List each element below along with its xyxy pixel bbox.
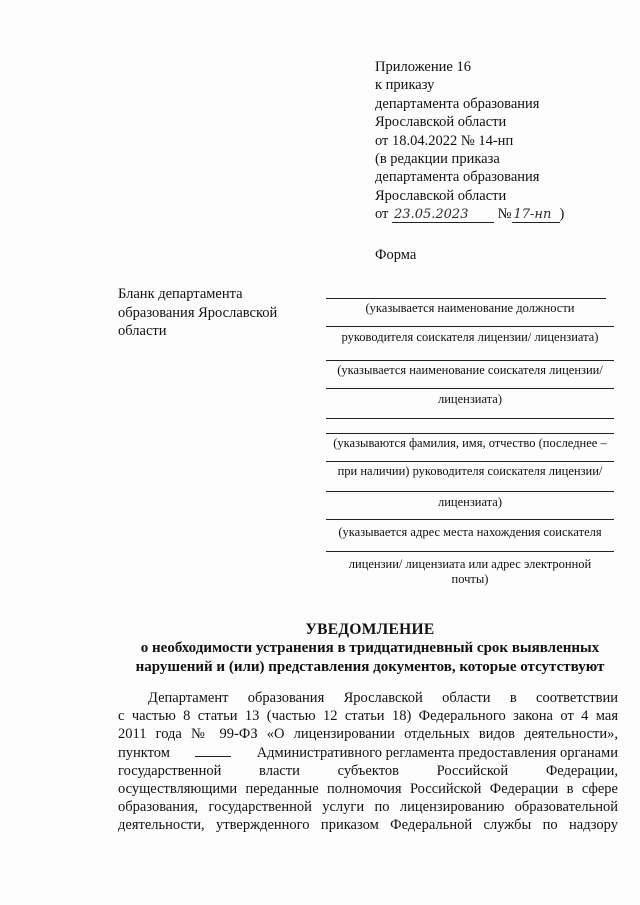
body-line [118,762,618,780]
appendix-line: Ярославской области [375,114,507,131]
body-line [118,744,618,762]
body-paragraph [118,689,618,835]
letterhead-line: области [118,323,167,340]
appendix-line: департамента образования [375,95,540,112]
recipient-fill-line [326,326,614,327]
handwritten-number: 17-нп [513,207,552,223]
recipient-note: лицензиата) [437,495,503,509]
title-heading: УВЕДОМЛЕНИЕ [305,621,435,638]
appendix-header [375,58,620,224]
body-line: деятельности, утвержденного приказом Федеральной службы по надзору [118,817,618,834]
form-label: Форма [375,247,417,263]
body-line: осуществляющими переданные полномочия Российской Федерации в сфере [118,781,618,798]
amendment-prefix: от [375,206,389,223]
body-line: с частью 8 статьи 13 (частью 12 статьи 18) Федерального закона от 4 мая [118,708,618,725]
body-word: пунктом [118,744,170,761]
amendment-date-field [392,207,494,223]
recipient-fill-line [326,388,614,389]
appendix-line: к приказу [375,77,435,94]
recipient-note: (указывается наименование должности [365,301,575,315]
body-word: государственной [118,762,222,779]
handwritten-date: 23.05.2023 [394,207,469,223]
body-word: субъектов [337,762,399,779]
body-word: Федерации, [545,762,618,779]
body-line: Департамент образования Ярославской области в соответствии [148,690,618,706]
body-word: Административного регламента предоставления органами [256,744,618,761]
title-subline: нарушений и (или) представления документов, которые отсутствуют [135,659,605,675]
recipient-note: (указывается адрес места нахождения соискателя [338,525,602,539]
recipient-fill-line [326,551,614,552]
amendment-number-field [512,207,560,223]
recipient-fill-line [326,418,614,419]
letterhead-line: образования Ярославской [118,304,278,321]
recipient-fill-line [326,360,614,361]
body-word: власти [259,762,300,779]
document-title [100,620,640,677]
recipient-note: при наличии) руководителя соискателя лицензии/ [337,464,603,478]
appendix-line: Ярославской области [375,187,507,204]
letterhead-line: Бланк департамента [118,286,243,302]
appendix-order-ref: от 18.04.2022 № 14-нп [375,132,514,149]
recipient-note: почты) [451,572,489,586]
recipient-fill-line [326,519,614,520]
amendment-close-paren: ) [559,206,565,223]
recipient-fill-line [326,491,614,492]
amendment-order-line [375,205,620,223]
body-word: Российской [436,762,509,779]
appendix-title: Приложение 16 [375,59,471,75]
recipient-fill-line [326,461,614,462]
recipient-note: лицензии/ лицензиата или адрес электронной [348,557,592,571]
appendix-line: (в редакции приказа [375,151,500,168]
title-subline: о необходимости устранения в тридцатидневный срок выявленных [140,640,600,656]
appendix-line: департамента образования [375,169,540,186]
recipient-fill-line [326,298,606,299]
recipient-note: (указываются фамилия, имя, отчество (последнее – [333,436,607,450]
recipient-note: руководителя соискателя лицензии/ лицензиата) [341,330,599,344]
amendment-number-label: № [497,206,512,223]
recipient-fill-line [326,433,614,434]
clause-number-blank [195,744,231,757]
body-line: 2011 года № 99-ФЗ «О лицензировании отдельных видов деятельности», [118,726,618,743]
recipient-note: лицензиата) [437,392,503,406]
letterhead-placeholder [118,285,318,341]
recipient-note: (указывается наименование соискателя лицензии/ [337,363,603,377]
body-line: образования, государственной услуги по лицензированию образовательной [118,799,618,816]
